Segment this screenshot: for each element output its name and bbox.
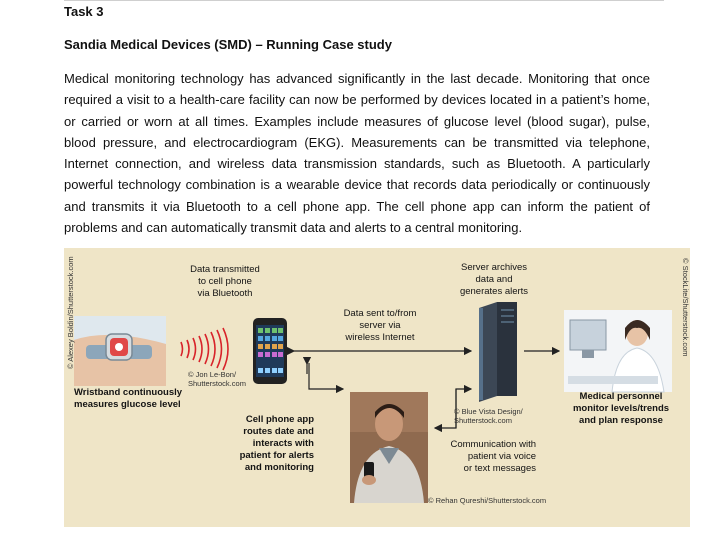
credit-jon-le-bon: © Jon Le-Bon/ Shutterstock.com	[188, 370, 246, 388]
top-rule	[64, 0, 664, 1]
label-phone-app: Cell phone app routes date and interacts with patient for alerts and monitoring	[239, 414, 314, 473]
case-study-heading: Sandia Medical Devices (SMD) – Running Case study	[64, 37, 392, 52]
monitoring-figure	[64, 248, 690, 527]
server-image	[479, 302, 517, 402]
case-study-paragraph: Medical monitoring technology has advanced significantly in the last decade. Monitoring that once required a visit to a health-care facility can now be performed by devices located in a patient’s home, or carried or worn at all times. Examples include measures of glucose level (blood sugar), pulse, blood pressure, and electrocardiogram (EKG). Measurements can be transmitted via telephone, Internet connection, and wireless data transmission standards, such as Bluetooth. A particularly powerful technology combination is a wearable device that records data periodically or continuously and transmits it via Bluetooth to a cell phone app. The cell phone app can inform the patient of problems and can automatically transmit data and alerts to a central monitoring.	[64, 71, 650, 236]
label-wristband: Wristband continuously measures glucose level	[74, 387, 183, 410]
label-medical-personnel: Medical personnel monitor levels/trends and plan response	[572, 391, 670, 426]
credit-rehan-qureshi: © Rehan Qureshi/Shutterstock.com	[428, 496, 547, 505]
bluetooth-signal-icon	[181, 328, 228, 370]
task-label: Task 3	[64, 4, 104, 19]
label-data-to-server: Data sent to/from server via wireless Internet	[343, 308, 417, 343]
label-data-to-phone: Data transmitted to cell phone via Bluetooth	[190, 264, 260, 299]
patient-image	[350, 392, 428, 503]
credit-stocklite: © StockLite/Shutterstock.com	[681, 258, 690, 357]
credit-blue-vista: © Blue Vista Design/ Shutterstock.com	[454, 407, 523, 425]
wristband-image	[74, 316, 166, 386]
credit-alexey-boldin: © Alexey Boldin/Shutterstock.com	[66, 256, 75, 369]
label-communication: Communication with patient via voice or text messages	[450, 439, 536, 474]
label-server-archives: Server archives data and generates alerts	[459, 262, 529, 297]
doctor-image	[564, 310, 672, 392]
